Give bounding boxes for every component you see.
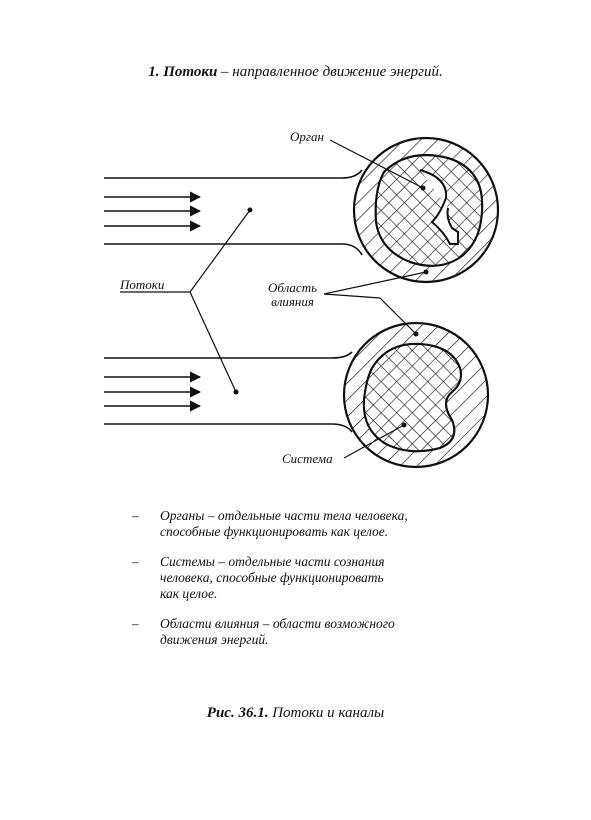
bullet-text: Органы – отдельные части тела человека,	[160, 508, 408, 523]
bullet-dash: –	[132, 616, 139, 631]
label-area	[268, 281, 317, 309]
bullet-text: Области влияния – области возможного	[160, 616, 395, 631]
list-item	[132, 508, 472, 540]
list-item	[132, 554, 472, 602]
caption-title: Потоки и каналы	[268, 705, 385, 721]
upper-channel	[104, 170, 362, 255]
system-circle	[344, 323, 488, 467]
definitions-list	[132, 508, 472, 662]
heading-number: 1.	[148, 64, 160, 80]
caption-number: Рис. 36.1.	[206, 705, 269, 721]
label-system: Система	[282, 451, 333, 466]
label-organ: Орган	[290, 129, 324, 144]
bullet-text: движения энергий.	[160, 632, 269, 647]
lower-channel	[104, 352, 352, 432]
bullet-text: способные функционировать как целое.	[160, 524, 389, 539]
heading-term: Потоки	[163, 64, 218, 80]
bullet-dash: –	[132, 554, 139, 569]
list-item	[132, 616, 472, 648]
bullet-text: человека, способные функционировать	[160, 570, 384, 585]
heading-definition: – направленное движение энергий.	[217, 64, 443, 80]
figure-caption	[0, 705, 591, 722]
bullet-text: Системы – отдельные части сознания	[160, 554, 385, 569]
organ-circle	[354, 138, 498, 282]
bullet-dash: –	[132, 508, 139, 523]
label-area-line1: Область	[268, 280, 318, 295]
label-area-line2: влияния	[271, 294, 314, 309]
bullet-text: как целое.	[160, 586, 218, 601]
label-flows: Потоки	[120, 277, 165, 292]
